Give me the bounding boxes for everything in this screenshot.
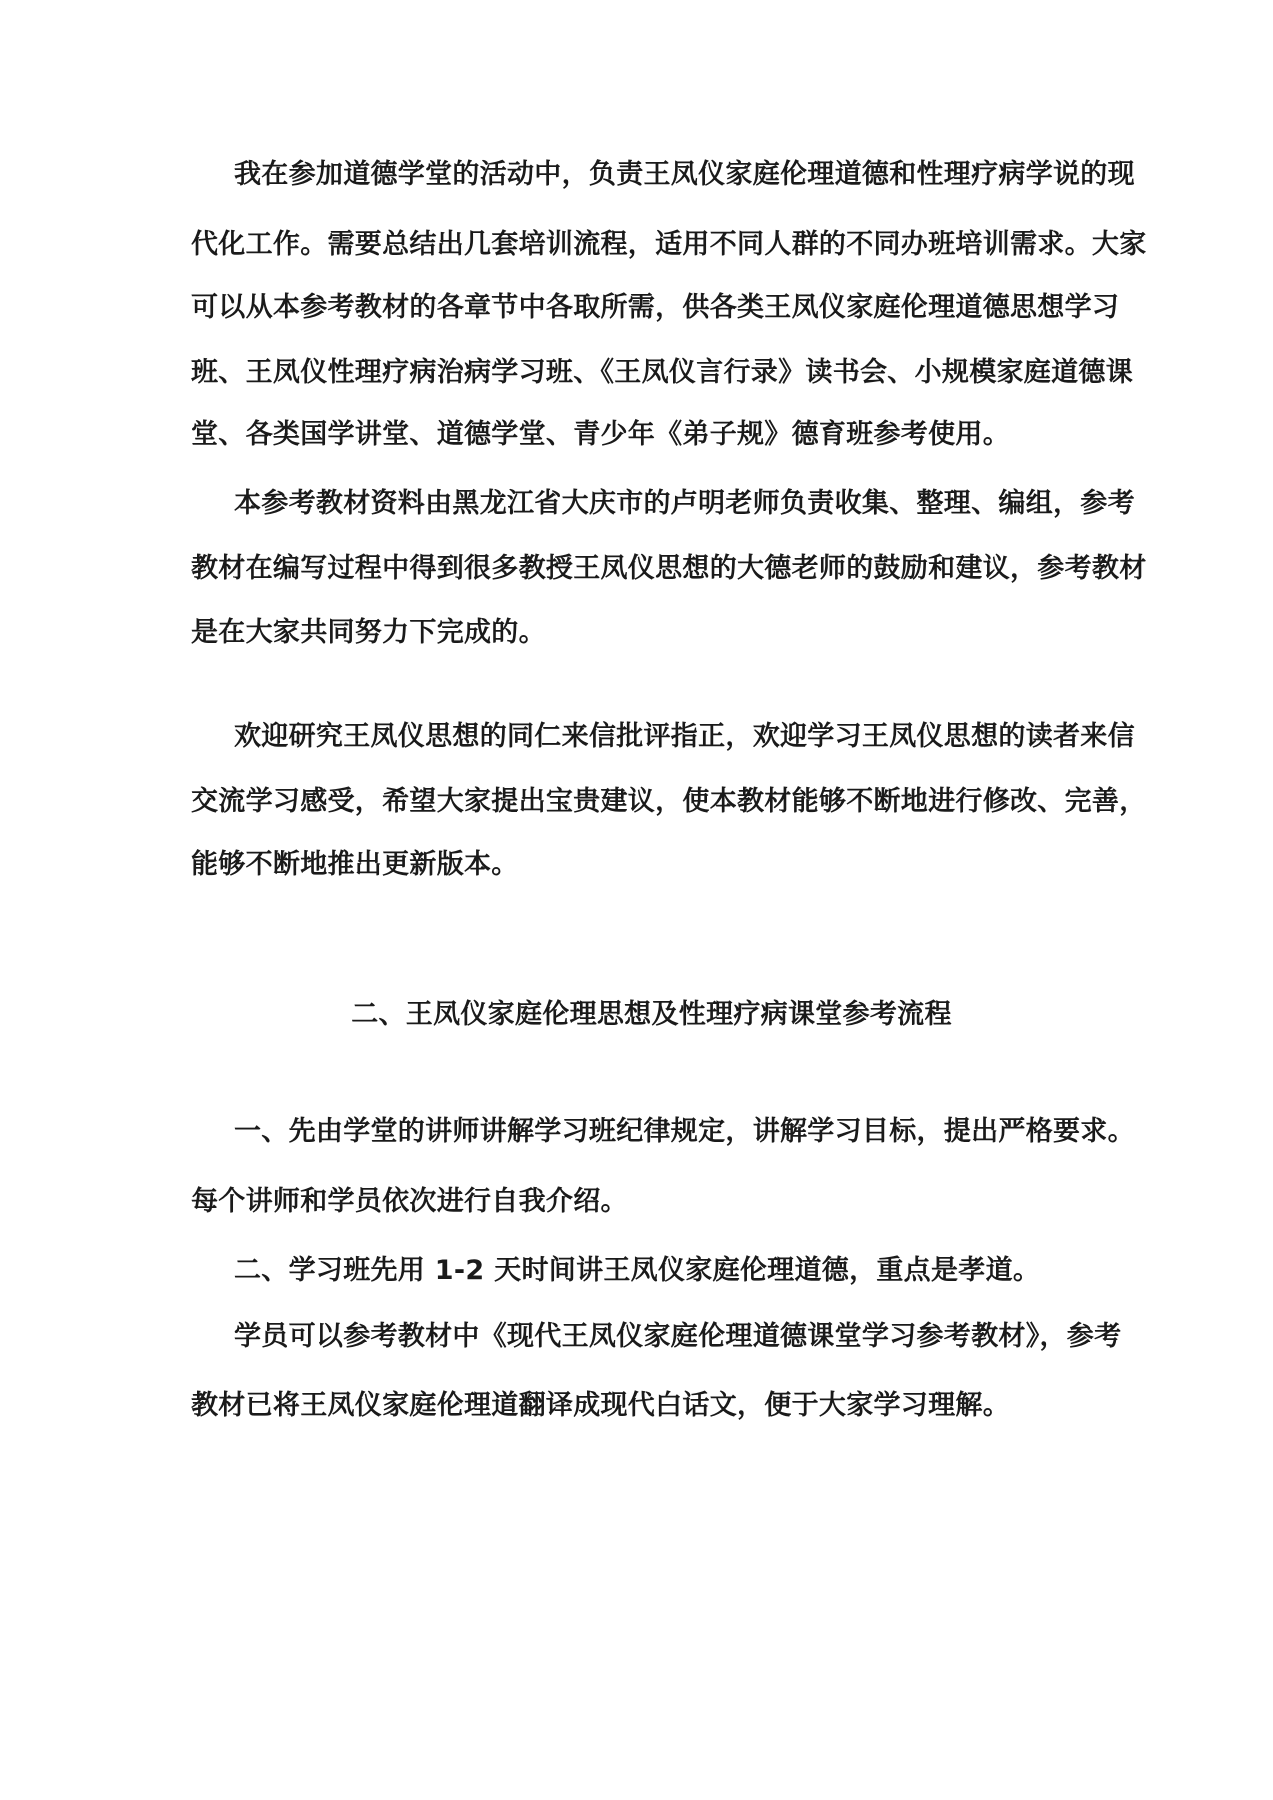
paragraph-5-line-1: 二、学习班先用 1-2 天时间讲王凤仪家庭伦理道德，重点是孝道。 [234,1255,1041,1286]
paragraph-1-line-2: 代化工作。需要总结出几套培训流程，适用不同人群的不同办班培训需求。大家 [191,229,1147,260]
section-heading: 二、王凤仪家庭伦理思想及性理疗病课堂参考流程 [351,999,952,1030]
paragraph-2-line-3: 是在大家共同努力下完成的。 [191,617,546,648]
paragraph-6-line-1: 学员可以参考教材中《现代王凤仪家庭伦理道德课堂学习参考教材》，参考 [234,1321,1122,1352]
paragraph-2-line-2: 教材在编写过程中得到很多教授王凤仪思想的大德老师的鼓励和建议，参考教材 [191,553,1147,584]
paragraph-4-line-2: 每个讲师和学员依次进行自我介绍。 [191,1186,628,1217]
paragraph-3-line-1: 欢迎研究王凤仪思想的同仁来信批评指正，欢迎学习王凤仪思想的读者来信 [234,721,1135,752]
paragraph-1-line-1: 我在参加道德学堂的活动中，负责王凤仪家庭伦理道德和性理疗病学说的现 [234,159,1135,190]
paragraph-3-line-3: 能够不断地推出更新版本。 [191,849,519,880]
paragraph-1-line-3: 可以从本参考教材的各章节中各取所需，供各类王凤仪家庭伦理道德思想学习 [191,292,1120,323]
paragraph-6-line-2: 教材已将王凤仪家庭伦理道翻译成现代白话文，便于大家学习理解。 [191,1390,1010,1421]
paragraph-1-line-4: 班、王凤仪性理疗病治病学习班、《王凤仪言行录》读书会、小规模家庭道德课 [191,357,1133,388]
paragraph-1-line-5: 堂、各类国学讲堂、道德学堂、青少年《弟子规》德育班参考使用。 [191,419,1010,450]
paragraph-4-line-1: 一、先由学堂的讲师讲解学习班纪律规定，讲解学习目标，提出严格要求。 [234,1116,1135,1147]
paragraph-2-line-1: 本参考教材资料由黑龙江省大庆市的卢明老师负责收集、整理、编组，参考 [234,488,1135,519]
paragraph-3-line-2: 交流学习感受，希望大家提出宝贵建议，使本教材能够不断地进行修改、完善， [191,786,1147,817]
